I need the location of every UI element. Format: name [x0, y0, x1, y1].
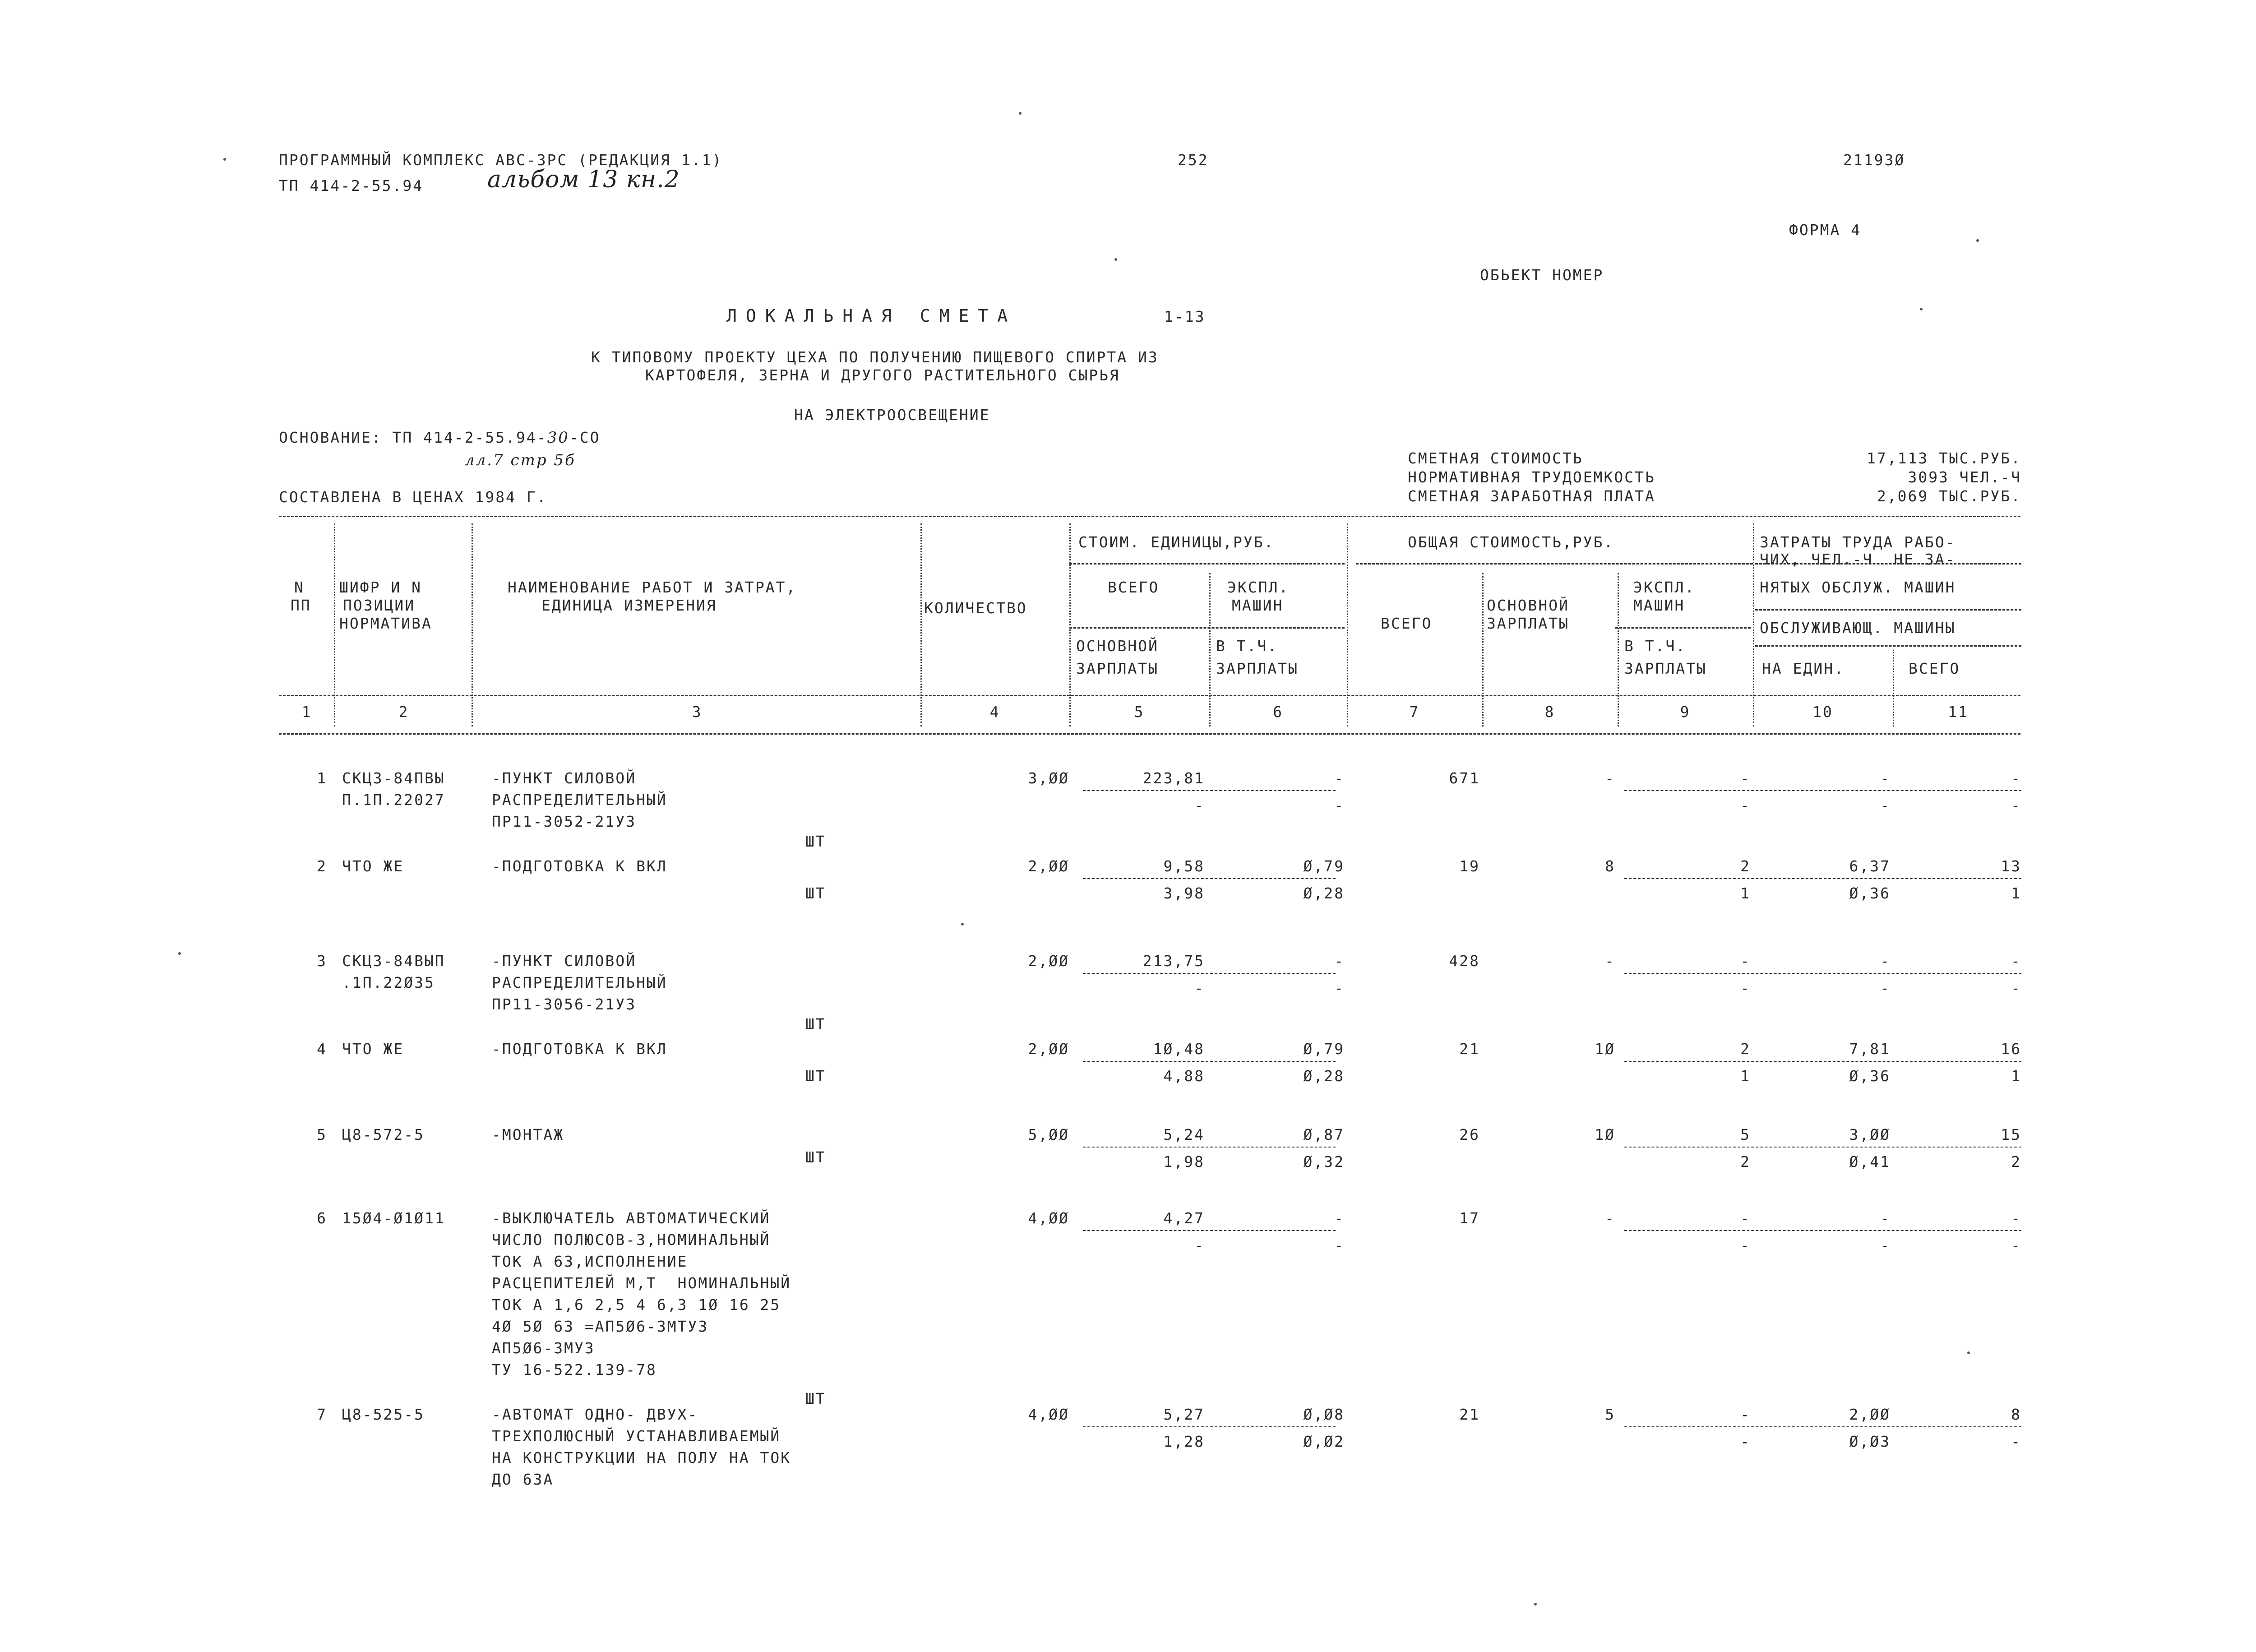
- hdr-name-1: НАИМЕНОВАНИЕ РАБОТ И ЗАТРАТ,: [508, 578, 797, 596]
- row-subrule: [1083, 1147, 1336, 1148]
- row-total-machine: -: [1740, 769, 1751, 787]
- row-labor-total: 15: [2001, 1126, 2021, 1143]
- row-name: -МОНТАЖ: [492, 1126, 564, 1143]
- row-total-machine: -: [1740, 1406, 1751, 1423]
- hdr-tc-mach-1: ЭКСПЛ.: [1633, 578, 1696, 596]
- row-total-base-wage: -: [1605, 952, 1615, 970]
- row-unit: ШТ: [805, 884, 826, 902]
- row-name: АП5Ø6-3МУЗ: [492, 1339, 595, 1357]
- title-line-3: НА ЭЛЕКТРООСВЕЩЕНИЕ: [794, 406, 990, 424]
- row-number: 3: [317, 952, 327, 970]
- row-total-machine: 5: [1740, 1126, 1751, 1143]
- hdr-name-2: ЕДИНИЦА ИЗМЕРЕНИЯ: [541, 597, 717, 614]
- row-labor-per-unit-maint: -: [1880, 1236, 1891, 1254]
- hdr-labor-2: ЧИХ, ЧЕЛ.-Ч НЕ ЗА-: [1760, 551, 1956, 568]
- table-rule-header-bottom: [279, 695, 2020, 696]
- row-labor-per-unit: 3,ØØ: [1849, 1126, 1891, 1143]
- row-code: ЧТО ЖЕ: [342, 857, 404, 875]
- row-total-base-wage: -: [1605, 1209, 1615, 1227]
- row-name: ТОК А 63,ИСПОЛНЕНИЕ: [492, 1253, 688, 1270]
- row-labor-total: 8: [2011, 1406, 2021, 1423]
- row-labor-per-unit-maint: -: [1880, 979, 1891, 997]
- album-handwritten-note: альбом 13 кн.2: [487, 166, 680, 193]
- row-quantity: 2,ØØ: [1028, 1040, 1069, 1058]
- hdr-labor-4: ОБСЛУЖИВАЮЩ. МАШИНЫ: [1760, 619, 1956, 637]
- hdr-uc-incl-1: В Т.Ч.: [1216, 637, 1278, 655]
- row-code: П.1П.22027: [342, 791, 445, 809]
- hdr-uc-total: ВСЕГО: [1108, 578, 1160, 596]
- summary-cost-value: 17,113 ТЫС.РУБ.: [1866, 449, 2021, 467]
- row-quantity: 2,ØØ: [1028, 952, 1069, 970]
- hdr-per-unit: НА ЕДИН.: [1762, 660, 1845, 677]
- row-unit-total: 1Ø,48: [1153, 1040, 1205, 1058]
- row-unit-machine: -: [1334, 769, 1345, 787]
- row-subrule: [1083, 1061, 1336, 1062]
- row-subrule: [1624, 1426, 2021, 1427]
- row-total-machine-wage: -: [1740, 979, 1751, 997]
- row-name: ДО 63А: [492, 1471, 554, 1488]
- row-total-machine-wage: -: [1740, 1236, 1751, 1254]
- rule-mach-sub: [1615, 627, 1751, 629]
- row-total-machine-wage: 1: [1740, 884, 1751, 902]
- row-quantity: 2,ØØ: [1028, 857, 1069, 875]
- col-number-4: 4: [989, 703, 1000, 721]
- prices-basis: СОСТАВЛЕНА В ЦЕНАХ 1984 Г.: [279, 488, 547, 506]
- row-subrule: [1083, 790, 1336, 791]
- hdr-code-1: ШИФР И N: [339, 578, 422, 596]
- row-name: РАСЦЕПИТЕЛЕЙ М,Т НОМИНАЛЬНЫЙ: [492, 1274, 791, 1292]
- row-code: ЧТО ЖЕ: [342, 1040, 404, 1058]
- row-name: -ПОДГОТОВКА К ВКЛ: [492, 857, 667, 875]
- row-total-machine: -: [1740, 1209, 1751, 1227]
- basis-label: ОСНОВАНИЕ: ТП 414-2-55.94-30-СО: [279, 429, 601, 447]
- row-total: 17: [1459, 1209, 1480, 1227]
- basis-handwritten-sheet: лл.7 стр 5б: [465, 451, 576, 469]
- col-number-2: 2: [398, 703, 409, 721]
- row-unit-total: 4,27: [1163, 1209, 1205, 1227]
- object-number-label: ОБЬЕКТ НОМЕР: [1480, 266, 1604, 284]
- row-code: СКЦЗ-84ПВЫ: [342, 769, 445, 787]
- row-unit: ШТ: [805, 1015, 826, 1033]
- row-total: 21: [1459, 1406, 1480, 1423]
- col-number-9: 9: [1680, 703, 1691, 721]
- row-labor-per-unit: -: [1880, 1209, 1891, 1227]
- col-sep-1: [334, 523, 335, 727]
- row-unit-machine-wage: -: [1334, 979, 1345, 997]
- row-subrule: [1083, 973, 1336, 974]
- row-quantity: 4,ØØ: [1028, 1209, 1069, 1227]
- row-name: 4Ø 5Ø 63 =АП5Ø6-3МТУЗ: [492, 1318, 709, 1335]
- row-unit: ШТ: [805, 1390, 826, 1407]
- row-unit: ШТ: [805, 1148, 826, 1166]
- row-total-machine: -: [1740, 952, 1751, 970]
- col-sep-5: [1209, 573, 1211, 727]
- col-number-10: 10: [1812, 703, 1833, 721]
- hdr-labor-1: ЗАТРАТЫ ТРУДА РАБО-: [1760, 533, 1956, 551]
- row-unit-machine-wage: Ø,32: [1303, 1153, 1345, 1171]
- row-labor-per-unit-maint: Ø,36: [1849, 1067, 1891, 1085]
- col-number-11: 11: [1948, 703, 1969, 721]
- row-unit-base-wage: 4,88: [1163, 1067, 1205, 1085]
- col-sep-3: [920, 523, 922, 727]
- row-unit-machine: Ø,79: [1303, 857, 1345, 875]
- summary-labor-label: НОРМАТИВНАЯ ТРУДОЕМКОСТЬ: [1408, 468, 1655, 486]
- row-quantity: 4,ØØ: [1028, 1406, 1069, 1423]
- row-number: 6: [317, 1209, 327, 1227]
- row-subrule: [1624, 973, 2021, 974]
- hdr-code-3: НОРМАТИВА: [339, 615, 432, 632]
- row-total: 19: [1459, 857, 1480, 875]
- col-number-6: 6: [1273, 703, 1283, 721]
- rule-unitcost-sub: [1069, 563, 1345, 565]
- row-unit-base-wage: 1,98: [1163, 1153, 1205, 1171]
- row-total: 21: [1459, 1040, 1480, 1058]
- row-labor-per-unit-maint: Ø,41: [1849, 1153, 1891, 1171]
- hdr-uc-mach-2: МАШИН: [1232, 597, 1284, 614]
- row-subrule: [1624, 1061, 2021, 1062]
- row-total: 671: [1449, 769, 1480, 787]
- row-name: РАСПРЕДЕЛИТЕЛЬНЫЙ: [492, 791, 667, 809]
- row-total-machine: 2: [1740, 857, 1751, 875]
- row-number: 5: [317, 1126, 327, 1143]
- row-name: НА КОНСТРУКЦИИ НА ПОЛУ НА ТОК: [492, 1449, 791, 1467]
- col-sep-4: [1069, 523, 1071, 727]
- row-unit-machine-wage: Ø,28: [1303, 884, 1345, 902]
- hdr-tc-mach-2: МАШИН: [1633, 597, 1685, 614]
- row-subrule: [1624, 878, 2021, 879]
- hdr-uc-base-1: ОСНОВНОЙ: [1076, 637, 1159, 655]
- row-total-machine-wage: 1: [1740, 1067, 1751, 1085]
- row-name: РАСПРЕДЕЛИТЕЛЬНЫЙ: [492, 974, 667, 991]
- row-name: ТРЕХПОЛЮСНЫЙ УСТАНАВЛИВАЕМЫЙ: [492, 1427, 781, 1445]
- row-total-base-wage: 8: [1605, 857, 1615, 875]
- hdr-tc-base-1: ОСНОВНОЙ: [1487, 597, 1569, 614]
- row-number: 1: [317, 769, 327, 787]
- row-code: 15Ø4-Ø1Ø11: [342, 1209, 445, 1227]
- hdr-uc-mach-1: ЭКСПЛ.: [1227, 578, 1290, 596]
- rule-labor-sub2: [1755, 609, 2021, 611]
- row-labor-total-maint: -: [2011, 1433, 2021, 1450]
- row-name: -ПУНКТ СИЛОВОЙ: [492, 952, 637, 970]
- row-subrule: [1083, 878, 1336, 879]
- row-total-base-wage: -: [1605, 769, 1615, 787]
- hdr-labor-total: ВСЕГО: [1909, 660, 1960, 677]
- summary-cost-label: СМЕТНАЯ СТОИМОСТЬ: [1408, 449, 1583, 467]
- row-labor-per-unit-maint: Ø,36: [1849, 884, 1891, 902]
- table-rule-numbers-bottom: [279, 733, 2020, 735]
- row-labor-total-maint: -: [2011, 979, 2021, 997]
- row-unit-total: 213,75: [1142, 952, 1205, 970]
- row-unit-total: 9,58: [1163, 857, 1205, 875]
- row-unit-total: 5,27: [1163, 1406, 1205, 1423]
- page-number: 252: [1178, 151, 1209, 169]
- hdr-total-cost: ОБЩАЯ СТОИМОСТЬ,РУБ.: [1408, 533, 1614, 551]
- form-number: ФОРМА 4: [1789, 221, 1862, 239]
- row-labor-total: -: [2011, 1209, 2021, 1227]
- hdr-uc-base-2: ЗАРПЛАТЫ: [1076, 660, 1159, 677]
- row-unit-base-wage: -: [1194, 796, 1205, 814]
- row-code: .1П.22Ø35: [342, 974, 435, 991]
- row-unit-machine-wage: -: [1334, 1236, 1345, 1254]
- summary-labor-value: 3093 ЧЕЛ.-Ч: [1908, 468, 2021, 486]
- row-unit-machine: Ø,79: [1303, 1040, 1345, 1058]
- row-labor-total-maint: 2: [2011, 1153, 2021, 1171]
- col-number-3: 3: [692, 703, 703, 721]
- scan-speck: [1019, 112, 1022, 115]
- hdr-n: N: [294, 578, 305, 596]
- row-unit-base-wage: 3,98: [1163, 884, 1205, 902]
- row-labor-per-unit-maint: Ø,Ø3: [1849, 1433, 1891, 1450]
- row-quantity: 5,ØØ: [1028, 1126, 1069, 1143]
- row-labor-per-unit-maint: -: [1880, 796, 1891, 814]
- row-name: -АВТОМАТ ОДНО- ДВУХ-: [492, 1406, 698, 1423]
- row-labor-per-unit: 7,81: [1849, 1040, 1891, 1058]
- col-sep-2: [472, 523, 473, 727]
- row-subrule: [1624, 1230, 2021, 1231]
- scan-speck: [961, 923, 964, 925]
- row-labor-total: -: [2011, 952, 2021, 970]
- col-sep-6: [1347, 523, 1348, 727]
- row-name: -ПОДГОТОВКА К ВКЛ: [492, 1040, 667, 1058]
- row-labor-total: 13: [2001, 857, 2021, 875]
- row-number: 7: [317, 1406, 327, 1423]
- scan-speck: [1534, 1603, 1537, 1606]
- row-subrule: [1083, 1230, 1336, 1231]
- row-labor-per-unit: -: [1880, 952, 1891, 970]
- row-name: -ПУНКТ СИЛОВОЙ: [492, 769, 637, 787]
- hdr-tc-incl-1: В Т.Ч.: [1624, 637, 1687, 655]
- row-subrule: [1083, 1426, 1336, 1427]
- hdr-tc-total: ВСЕГО: [1381, 615, 1433, 632]
- row-subrule: [1624, 790, 2021, 791]
- basis-handwritten-part: 30: [547, 429, 569, 447]
- row-name: ПР11-3056-21УЗ: [492, 995, 637, 1013]
- col-sep-9: [1753, 523, 1754, 727]
- row-name: ТУ 16-522.139-78: [492, 1361, 657, 1379]
- row-labor-per-unit: -: [1880, 769, 1891, 787]
- row-unit-machine: Ø,Ø8: [1303, 1406, 1345, 1423]
- table-rule-top: [279, 516, 2020, 517]
- row-quantity: 3,ØØ: [1028, 769, 1069, 787]
- hdr-qty: КОЛИЧЕСТВО: [924, 599, 1027, 617]
- row-total-machine-wage: -: [1740, 796, 1751, 814]
- row-unit-base-wage: -: [1194, 979, 1205, 997]
- row-code: Ц8-525-5: [342, 1406, 425, 1423]
- title-line-1: К ТИПОВОМУ ПРОЕКТУ ЦЕХА ПО ПОЛУЧЕНИЮ ПИЩЕВОГО СПИРТА ИЗ: [591, 348, 1159, 366]
- row-unit-machine: -: [1334, 1209, 1345, 1227]
- row-total-machine: 2: [1740, 1040, 1751, 1058]
- row-labor-per-unit: 6,37: [1849, 857, 1891, 875]
- row-code: Ц8-572-5: [342, 1126, 425, 1143]
- col-sep-7: [1482, 573, 1484, 727]
- col-sep-10: [1893, 650, 1894, 727]
- rule-labor-sub3: [1755, 645, 2021, 647]
- row-labor-total-maint: -: [2011, 1236, 2021, 1254]
- row-unit-machine-wage: Ø,Ø2: [1303, 1433, 1345, 1450]
- col-number-1: 1: [301, 703, 312, 721]
- scan-speck: [1920, 308, 1923, 310]
- title-line-2: КАРТОФЕЛЯ, ЗЕРНА И ДРУГОГО РАСТИТЕЛЬНОГО СЫРЬЯ: [645, 366, 1120, 384]
- row-unit-total: 5,24: [1163, 1126, 1205, 1143]
- row-name: -ВЫКЛЮЧАТЕЛЬ АВТОМАТИЧЕСКИЙ: [492, 1209, 771, 1227]
- document-title: ЛОКАЛЬНАЯ СМЕТА: [726, 306, 1017, 326]
- program-title: ПРОГРАММНЫЙ КОМПЛЕКС АВС-3РС (РЕДАКЦИЯ 1.1): [279, 151, 723, 169]
- row-labor-per-unit: 2,ØØ: [1849, 1406, 1891, 1423]
- hdr-tc-incl-2: ЗАРПЛАТЫ: [1624, 660, 1707, 677]
- rule-totalcost-sub: [1356, 563, 1753, 565]
- row-total-machine-wage: 2: [1740, 1153, 1751, 1171]
- row-unit: ШТ: [805, 833, 826, 850]
- col-number-7: 7: [1409, 703, 1420, 721]
- row-unit-base-wage: -: [1194, 1236, 1205, 1254]
- summary-wages-label: СМЕТНАЯ ЗАРАБОТНАЯ ПЛАТА: [1408, 487, 1655, 505]
- row-unit-base-wage: 1,28: [1163, 1433, 1205, 1450]
- row-name: ТОК А 1,6 2,5 4 6,3 1Ø 16 25: [492, 1296, 781, 1314]
- scan-speck: [1114, 258, 1117, 261]
- row-number: 4: [317, 1040, 327, 1058]
- col-number-5: 5: [1134, 703, 1145, 721]
- rule-unitcost-sub2: [1069, 627, 1345, 629]
- row-labor-total-maint: 1: [2011, 884, 2021, 902]
- row-labor-total-maint: -: [2011, 796, 2021, 814]
- hdr-labor-3: НЯТЫХ ОБСЛУЖ. МАШИН: [1760, 578, 1956, 596]
- project-number: ТП 414-2-55.94: [279, 177, 424, 194]
- hdr-tc-base-2: ЗАРПЛАТЫ: [1487, 615, 1569, 632]
- row-total-base-wage: 1Ø: [1595, 1040, 1615, 1058]
- row-total-machine-wage: -: [1740, 1433, 1751, 1450]
- row-code: СКЦЗ-84ВЫП: [342, 952, 445, 970]
- col-number-8: 8: [1544, 703, 1555, 721]
- row-total: 428: [1449, 952, 1480, 970]
- row-unit-machine-wage: -: [1334, 796, 1345, 814]
- row-labor-total-maint: 1: [2011, 1067, 2021, 1085]
- document-number: 21193Ø: [1843, 151, 1905, 169]
- row-unit-machine: Ø,87: [1303, 1126, 1345, 1143]
- row-subrule: [1624, 1147, 2021, 1148]
- row-total-base-wage: 5: [1605, 1406, 1615, 1423]
- row-unit-machine: -: [1334, 952, 1345, 970]
- row-name: ПР11-3052-21УЗ: [492, 813, 637, 830]
- row-number: 2: [317, 857, 327, 875]
- row-unit-machine-wage: Ø,28: [1303, 1067, 1345, 1085]
- col-sep-8: [1618, 573, 1619, 727]
- row-unit-total: 223,81: [1142, 769, 1205, 787]
- hdr-uc-incl-2: ЗАРПЛАТЫ: [1216, 660, 1299, 677]
- estimate-number: 1-13: [1164, 308, 1206, 325]
- row-labor-total: -: [2011, 769, 2021, 787]
- row-name: ЧИСЛО ПОЛЮСОВ-3,НОМИНАЛЬНЫЙ: [492, 1231, 771, 1249]
- row-labor-total: 16: [2001, 1040, 2021, 1058]
- hdr-unit-cost: СТОИМ. ЕДИНИЦЫ,РУБ.: [1078, 533, 1275, 551]
- row-total-base-wage: 1Ø: [1595, 1126, 1615, 1143]
- row-total: 26: [1459, 1126, 1480, 1143]
- hdr-code-2: ПОЗИЦИИ: [343, 597, 416, 614]
- hdr-pp: ПП: [291, 597, 311, 614]
- summary-wages-value: 2,069 ТЫС.РУБ.: [1877, 487, 2021, 505]
- row-unit: ШТ: [805, 1067, 826, 1085]
- scan-speck: [1976, 239, 1979, 242]
- scan-speck: [1967, 1351, 1970, 1354]
- scan-speck: [178, 952, 181, 955]
- scan-speck: [223, 158, 226, 161]
